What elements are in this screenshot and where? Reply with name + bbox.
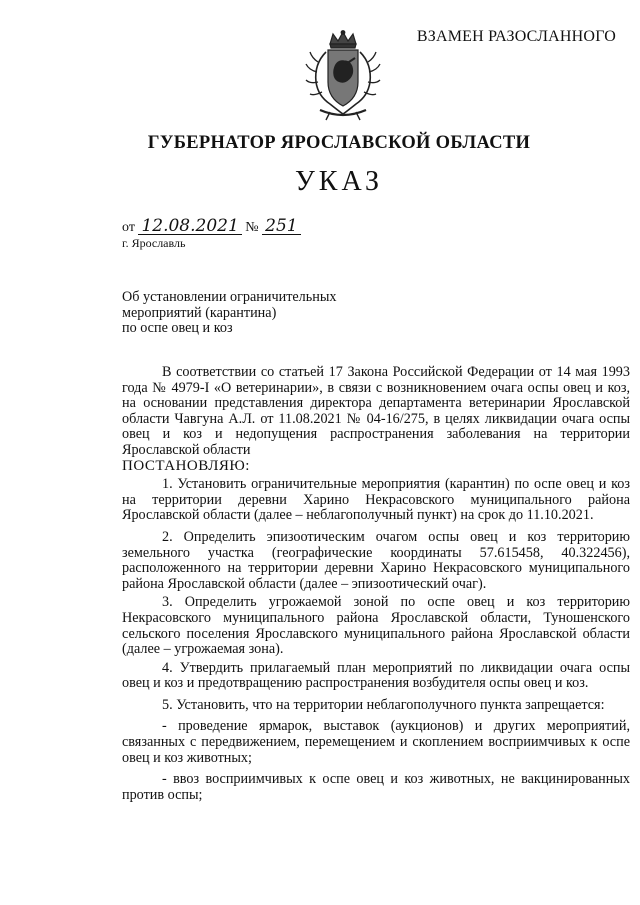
subitem-paragraph: - проведение ярмарок, выставок (аукционов) и других мероприятий, связанных с передвижением, перемещением и скоплением восприимчивых к оспе овец и коз животных; (122, 718, 630, 766)
decree-body (122, 365, 630, 803)
subitem-paragraph: - ввоз восприимчивых к оспе овец и коз животных, не вакцинированных против оспы; (122, 771, 630, 803)
number-sign: № (245, 220, 259, 235)
subject-line: по оспе овец и коз (122, 320, 233, 336)
item-paragraph: 3. Определить угрожаемой зоной по оспе овец и коз территорию Некрасовского муниципального района Ярославской области, Туношенского сельского поселения Ярославского муниципального района Ярославской области (далее – угрожаемая зона). (122, 594, 630, 658)
handwritten-date: 12.08.2021 (138, 218, 241, 235)
stamp-text: ВЗАМЕН РАЗОСЛАННОГО (416, 28, 616, 45)
date-prefix: от (122, 220, 135, 235)
handwritten-number: 251 (262, 218, 300, 235)
preamble-paragraph: В соответствии со статьей 17 Закона Российской Федерации от 14 мая 1993 года № 4979-I «О ветеринарии», в связи с возникновением очага оспы овец и коз, на основании представления директора департамента ветеринарии Ярославской области Чавгуна А.Л. от 11.08.2021 № 04-16/275, в целях ликвидации очага оспы овец и коз и недопущения распространения заболевания на территории Ярославской области (122, 364, 630, 458)
subject-line: Об установлении ограничительных (122, 289, 337, 305)
governor-heading: ГУБЕРНАТОР ЯРОСЛАВСКОЙ ОБЛАСТИ (147, 133, 531, 153)
city-line: г. Ярославль (122, 236, 186, 250)
coat-of-arms-emblem (300, 30, 386, 122)
item-paragraph: 5. Установить, что на территории неблагополучного пункта запрещается: (162, 696, 605, 713)
decree-word: ПОСТАНОВЛЯЮ: (122, 457, 250, 474)
item-paragraph: 2. Определить эпизоотическим очагом оспы овец и коз территорию земельного участка (географические координаты 57.615458, 40.322456), расположенного на территории деревни Харино Некрасовского муниципального района Ярославской области (далее – эпизоотический очаг). (122, 528, 630, 592)
date-number-line (122, 218, 301, 236)
decree-subject (122, 290, 336, 337)
document-type-title: УКАЗ (294, 166, 384, 197)
item-paragraph: 1. Установить ограничительные мероприятия (карантин) по оспе овец и коз на территории деревни Харино Некрасовского муниципального района Ярославской области (далее – неблагополучный пункт) на срок до 11.10.2021. (122, 476, 630, 524)
item-paragraph: 4. Утвердить прилагаемый план мероприятий по ликвидации очага оспы овец и коз и предотвращению распространения возбудителя оспы овец и коз. (122, 659, 630, 692)
subject-line: мероприятий (карантина) (122, 304, 277, 321)
